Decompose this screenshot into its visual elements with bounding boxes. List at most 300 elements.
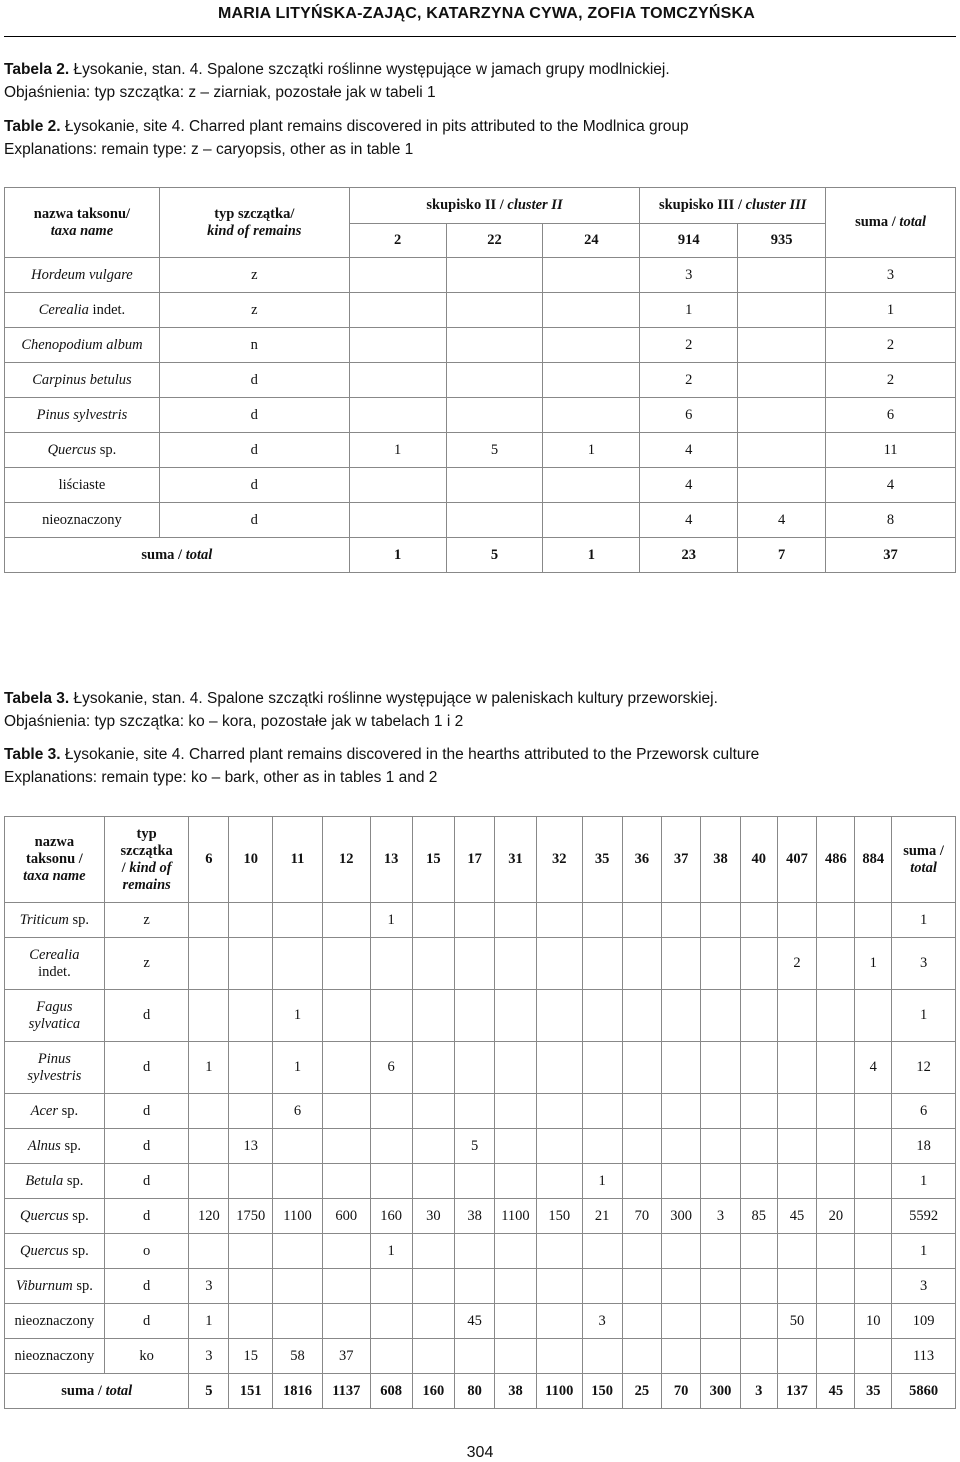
sum-cell: 38 bbox=[495, 1374, 537, 1409]
table-row bbox=[5, 1164, 956, 1199]
taxon-name-roman: sp. bbox=[72, 1277, 93, 1294]
count-cell bbox=[582, 990, 622, 1042]
count-cell bbox=[322, 1042, 370, 1094]
caption-label: Table 2. bbox=[4, 118, 61, 135]
count-cell bbox=[322, 1094, 370, 1129]
count-cell bbox=[349, 468, 446, 503]
table-row bbox=[5, 1304, 956, 1339]
type-header: typ szczątka / kind of remains bbox=[104, 817, 189, 903]
taxon-name-italic: Carpinus betulus bbox=[32, 371, 132, 388]
taxon-name-cell bbox=[5, 1269, 105, 1304]
total-cell: 12 bbox=[892, 1042, 956, 1094]
count-cell bbox=[273, 1234, 323, 1269]
count-cell bbox=[701, 1042, 741, 1094]
count-cell bbox=[446, 328, 543, 363]
count-cell bbox=[543, 503, 640, 538]
count-cell bbox=[455, 1042, 495, 1094]
count-cell: 1 bbox=[273, 1042, 323, 1094]
taxon-name-cell bbox=[5, 468, 160, 503]
count-cell: 1 bbox=[370, 1234, 412, 1269]
count-cell bbox=[412, 1042, 455, 1094]
count-cell bbox=[777, 1042, 817, 1094]
count-cell bbox=[455, 1164, 495, 1199]
count-cell bbox=[740, 1269, 777, 1304]
count-cell bbox=[740, 1304, 777, 1339]
count-cell bbox=[622, 1269, 662, 1304]
count-cell bbox=[229, 990, 273, 1042]
count-cell bbox=[189, 903, 229, 938]
table-2 bbox=[4, 187, 956, 573]
taxon-name-italic: Viburnum bbox=[15, 1277, 73, 1294]
feature-header: 6 bbox=[189, 817, 229, 903]
count-cell: 4 bbox=[640, 503, 738, 538]
taxon-name-roman: nieoznaczony bbox=[14, 1312, 95, 1329]
count-cell bbox=[412, 1094, 455, 1129]
table-row bbox=[5, 1094, 956, 1129]
count-cell bbox=[495, 1269, 537, 1304]
count-cell bbox=[322, 990, 370, 1042]
caption-line: Explanations: remain type: z – caryopsis, other as in table 1 bbox=[4, 141, 414, 158]
count-cell: 4 bbox=[738, 503, 826, 538]
caption-label: Tabela 3. bbox=[4, 690, 70, 707]
taxon-name-italic: Quercus bbox=[20, 1242, 69, 1259]
count-cell bbox=[817, 1269, 855, 1304]
count-cell bbox=[817, 1042, 855, 1094]
taxon-name-italic: Cerealia bbox=[29, 946, 80, 963]
count-cell: 4 bbox=[640, 468, 738, 503]
count-cell bbox=[582, 903, 622, 938]
feature-header: 11 bbox=[273, 817, 323, 903]
feature-header: 17 bbox=[455, 817, 495, 903]
taxon-name-cell bbox=[5, 293, 160, 328]
taxon-name-roman: liściaste bbox=[58, 476, 106, 493]
count-cell bbox=[495, 1164, 537, 1199]
count-cell: 3 bbox=[701, 1199, 741, 1234]
count-cell bbox=[536, 1269, 582, 1304]
table2-caption bbox=[4, 58, 670, 104]
count-cell: 4 bbox=[855, 1042, 892, 1094]
count-cell bbox=[536, 903, 582, 938]
count-cell: 2 bbox=[640, 363, 738, 398]
feature-header: 35 bbox=[582, 817, 622, 903]
count-cell bbox=[662, 1094, 701, 1129]
count-cell bbox=[817, 1094, 855, 1129]
total-cell: 1 bbox=[826, 293, 956, 328]
table2-caption-en bbox=[4, 115, 689, 161]
table-row bbox=[5, 1339, 956, 1374]
count-cell: 6 bbox=[640, 398, 738, 433]
count-cell bbox=[412, 1339, 455, 1374]
remain-type-cell: z bbox=[159, 293, 349, 328]
sum-row-label: suma / total bbox=[5, 538, 350, 573]
taxon-name-cell bbox=[5, 433, 160, 468]
count-cell bbox=[701, 1164, 741, 1199]
remain-type-cell: d bbox=[159, 398, 349, 433]
count-cell: 1100 bbox=[273, 1199, 323, 1234]
count-cell bbox=[370, 990, 412, 1042]
count-cell bbox=[229, 1094, 273, 1129]
count-cell bbox=[855, 990, 892, 1042]
count-cell bbox=[412, 1234, 455, 1269]
remain-type-cell: d bbox=[104, 1042, 189, 1094]
count-cell bbox=[273, 1164, 323, 1199]
taxon-name-roman: sp. bbox=[68, 911, 90, 928]
table-row bbox=[5, 468, 956, 503]
count-cell bbox=[622, 1304, 662, 1339]
count-cell bbox=[543, 363, 640, 398]
taxon-name-cell bbox=[5, 398, 160, 433]
remain-type-cell: z bbox=[159, 258, 349, 293]
taxon-name-italic: Betula bbox=[25, 1172, 64, 1189]
count-cell bbox=[536, 1339, 582, 1374]
count-cell bbox=[455, 990, 495, 1042]
count-cell bbox=[536, 1304, 582, 1339]
count-cell: 300 bbox=[662, 1199, 701, 1234]
remain-type-cell: d bbox=[159, 433, 349, 468]
count-cell bbox=[817, 990, 855, 1042]
count-cell bbox=[622, 1339, 662, 1374]
count-cell: 1 bbox=[189, 1042, 229, 1094]
count-cell bbox=[582, 1339, 622, 1374]
feature-header: 884 bbox=[855, 817, 892, 903]
count-cell bbox=[412, 1164, 455, 1199]
total-cell: 18 bbox=[892, 1129, 956, 1164]
count-cell bbox=[622, 1164, 662, 1199]
sum-header bbox=[892, 817, 956, 903]
count-cell bbox=[495, 1339, 537, 1374]
count-cell bbox=[817, 903, 855, 938]
count-cell bbox=[855, 1339, 892, 1374]
remain-type-cell: d bbox=[104, 1094, 189, 1129]
caption-text: Łysokanie, site 4. Charred plant remains discovered in the hearths attributed to the Przeworsk culture bbox=[60, 746, 760, 763]
taxon-name-cell bbox=[5, 990, 105, 1042]
count-cell bbox=[740, 1339, 777, 1374]
count-cell: 13 bbox=[229, 1129, 273, 1164]
remain-type-cell: d bbox=[104, 1304, 189, 1339]
count-cell bbox=[740, 1164, 777, 1199]
count-cell bbox=[370, 1269, 412, 1304]
total-cell: 3 bbox=[892, 1269, 956, 1304]
remain-type-cell: d bbox=[104, 1269, 189, 1304]
count-cell bbox=[817, 1304, 855, 1339]
sum-cell: 1137 bbox=[322, 1374, 370, 1409]
taxon-name-italic: sylvestris bbox=[27, 1067, 82, 1084]
count-cell bbox=[446, 503, 543, 538]
count-cell bbox=[273, 938, 323, 990]
count-cell: 30 bbox=[412, 1199, 455, 1234]
count-cell: 1100 bbox=[495, 1199, 537, 1234]
feature-header: 486 bbox=[817, 817, 855, 903]
total-cell: 8 bbox=[826, 503, 956, 538]
count-cell: 85 bbox=[740, 1199, 777, 1234]
feature-header: 22 bbox=[446, 224, 543, 258]
count-cell: 38 bbox=[455, 1199, 495, 1234]
total-cell: 1 bbox=[892, 1164, 956, 1199]
taxon-name-cell bbox=[5, 258, 160, 293]
count-cell bbox=[229, 1304, 273, 1339]
feature-header: 914 bbox=[640, 224, 738, 258]
count-cell bbox=[738, 293, 826, 328]
sum-cell: 70 bbox=[662, 1374, 701, 1409]
count-cell bbox=[536, 1129, 582, 1164]
count-cell: 21 bbox=[582, 1199, 622, 1234]
taxon-name-roman: sp. bbox=[63, 1172, 84, 1189]
sum-header-pl: suma / bbox=[903, 842, 944, 859]
count-cell bbox=[189, 938, 229, 990]
table-row bbox=[5, 293, 956, 328]
remain-type-cell: n bbox=[159, 328, 349, 363]
count-cell bbox=[229, 1042, 273, 1094]
count-cell bbox=[662, 1304, 701, 1339]
table-row bbox=[5, 1042, 956, 1094]
count-cell: 1 bbox=[855, 938, 892, 990]
total-cell: 5592 bbox=[892, 1199, 956, 1234]
count-cell bbox=[855, 1164, 892, 1199]
total-cell: 6 bbox=[892, 1094, 956, 1129]
feature-header: 407 bbox=[777, 817, 817, 903]
taxon-name-roman: indet. bbox=[88, 301, 126, 318]
count-cell bbox=[622, 1129, 662, 1164]
taxon-name-cell bbox=[5, 938, 105, 990]
count-cell bbox=[738, 328, 826, 363]
count-cell bbox=[370, 1339, 412, 1374]
total-cell: 113 bbox=[892, 1339, 956, 1374]
count-cell bbox=[662, 1042, 701, 1094]
count-cell bbox=[536, 1042, 582, 1094]
count-cell bbox=[412, 938, 455, 990]
count-cell bbox=[536, 1094, 582, 1129]
count-cell bbox=[738, 258, 826, 293]
count-cell bbox=[543, 293, 640, 328]
count-cell bbox=[370, 1129, 412, 1164]
cluster-3-header: skupisko III / cluster III bbox=[640, 188, 826, 224]
count-cell bbox=[738, 398, 826, 433]
count-cell bbox=[273, 1269, 323, 1304]
count-cell bbox=[229, 938, 273, 990]
total-cell: 11 bbox=[826, 433, 956, 468]
count-cell bbox=[701, 1304, 741, 1339]
feature-header: 37 bbox=[662, 817, 701, 903]
count-cell bbox=[701, 938, 741, 990]
count-cell bbox=[777, 1094, 817, 1129]
taxon-name-cell bbox=[5, 1339, 105, 1374]
count-cell bbox=[662, 1129, 701, 1164]
caption-line: Objaśnienia: typ szczątka: ko – kora, pozostałe jak w tabelach 1 i 2 bbox=[4, 713, 464, 730]
count-cell bbox=[701, 903, 741, 938]
count-cell bbox=[855, 1094, 892, 1129]
count-cell bbox=[817, 1234, 855, 1269]
taxon-name-cell bbox=[5, 503, 160, 538]
remain-type-cell: o bbox=[104, 1234, 189, 1269]
sum-cell: 45 bbox=[817, 1374, 855, 1409]
count-cell bbox=[446, 293, 543, 328]
caption-text: Łysokanie, site 4. Charred plant remains discovered in pits attributed to the Modlnica group bbox=[60, 118, 689, 135]
count-cell bbox=[273, 1129, 323, 1164]
count-cell bbox=[322, 1164, 370, 1199]
count-cell bbox=[622, 903, 662, 938]
count-cell bbox=[536, 938, 582, 990]
table-row bbox=[5, 1234, 956, 1269]
taxon-name-cell bbox=[5, 1164, 105, 1199]
taxon-name-roman: indet. bbox=[38, 963, 71, 980]
count-cell bbox=[189, 1234, 229, 1269]
count-cell bbox=[370, 1094, 412, 1129]
sum-header: suma / total bbox=[826, 188, 956, 258]
count-cell: 1750 bbox=[229, 1199, 273, 1234]
table3-caption bbox=[4, 687, 718, 733]
count-cell bbox=[455, 1094, 495, 1129]
count-cell bbox=[455, 903, 495, 938]
taxon-name-italic: Pinus sylvestris bbox=[36, 406, 128, 423]
sum-cell: 3 bbox=[740, 1374, 777, 1409]
feature-header: 13 bbox=[370, 817, 412, 903]
feature-header: 31 bbox=[495, 817, 537, 903]
table-row bbox=[5, 503, 956, 538]
count-cell bbox=[322, 903, 370, 938]
count-cell bbox=[582, 1234, 622, 1269]
count-cell bbox=[412, 903, 455, 938]
taxon-name-cell bbox=[5, 1094, 105, 1129]
count-cell bbox=[322, 1234, 370, 1269]
table-row bbox=[5, 1199, 956, 1234]
sum-cell: 23 bbox=[640, 538, 738, 573]
count-cell bbox=[701, 1129, 741, 1164]
count-cell bbox=[817, 938, 855, 990]
running-header: MARIA LITYŃSKA-ZAJĄC, KATARZYNA CYWA, ZOFIA TOMCZYŃSKA bbox=[218, 5, 755, 22]
taxon-name-italic: Acer bbox=[30, 1102, 58, 1119]
taxon-name-italic: Quercus bbox=[20, 1207, 69, 1224]
count-cell: 1 bbox=[543, 433, 640, 468]
sum-cell: 5 bbox=[189, 1374, 229, 1409]
caption-line: Objaśnienia: typ szczątka: z – ziarniak, pozostałe jak w tabeli 1 bbox=[4, 84, 436, 101]
count-cell: 70 bbox=[622, 1199, 662, 1234]
total-cell: 2 bbox=[826, 328, 956, 363]
count-cell bbox=[622, 938, 662, 990]
count-cell: 20 bbox=[817, 1199, 855, 1234]
sum-cell: 1816 bbox=[273, 1374, 323, 1409]
count-cell bbox=[740, 1094, 777, 1129]
sum-cell: 137 bbox=[777, 1374, 817, 1409]
count-cell bbox=[622, 1042, 662, 1094]
table-row bbox=[5, 363, 956, 398]
taxon-name-italic: Hordeum vulgare bbox=[31, 266, 133, 283]
count-cell bbox=[740, 938, 777, 990]
feature-header: 24 bbox=[543, 224, 640, 258]
count-cell: 600 bbox=[322, 1199, 370, 1234]
count-cell bbox=[662, 903, 701, 938]
taxon-name-italic: Cerealia bbox=[38, 301, 89, 318]
count-cell bbox=[446, 468, 543, 503]
remain-type-cell: ko bbox=[104, 1339, 189, 1374]
count-cell bbox=[582, 1042, 622, 1094]
count-cell bbox=[370, 938, 412, 990]
feature-header: 2 bbox=[349, 224, 446, 258]
count-cell: 50 bbox=[777, 1304, 817, 1339]
count-cell: 1 bbox=[273, 990, 323, 1042]
feature-header: 935 bbox=[738, 224, 826, 258]
taxon-name-italic: sylvatica bbox=[28, 1015, 81, 1032]
total-cell: 1 bbox=[892, 990, 956, 1042]
remain-type-cell: d bbox=[104, 1164, 189, 1199]
count-cell bbox=[322, 1269, 370, 1304]
count-cell bbox=[495, 938, 537, 990]
page-number: 304 bbox=[466, 1444, 494, 1461]
feature-header: 12 bbox=[322, 817, 370, 903]
count-cell bbox=[662, 990, 701, 1042]
count-cell bbox=[662, 938, 701, 990]
table-row bbox=[5, 1269, 956, 1304]
count-cell bbox=[855, 1269, 892, 1304]
remain-type-cell: d bbox=[104, 1199, 189, 1234]
taxon-name-roman: nieoznaczony bbox=[42, 511, 122, 528]
count-cell: 6 bbox=[273, 1094, 323, 1129]
table-3 bbox=[4, 816, 956, 1409]
taxon-name-italic: Quercus bbox=[47, 441, 97, 458]
count-cell bbox=[495, 1129, 537, 1164]
taxon-name-cell bbox=[5, 1199, 105, 1234]
taxon-name-italic: Chenopodium album bbox=[21, 336, 143, 353]
taxon-name-cell bbox=[5, 1234, 105, 1269]
taxon-name-cell bbox=[5, 1304, 105, 1339]
caption-line: Explanations: remain type: ko – bark, other as in tables 1 and 2 bbox=[4, 769, 438, 786]
count-cell bbox=[349, 328, 446, 363]
sum-cell: 1 bbox=[543, 538, 640, 573]
taxon-name-roman: sp. bbox=[58, 1102, 79, 1119]
count-cell bbox=[495, 1234, 537, 1269]
taxon-name-cell bbox=[5, 328, 160, 363]
sum-cell: 151 bbox=[229, 1374, 273, 1409]
count-cell: 45 bbox=[777, 1199, 817, 1234]
count-cell bbox=[817, 1129, 855, 1164]
count-cell bbox=[701, 1234, 741, 1269]
count-cell bbox=[543, 468, 640, 503]
sum-total-cell: 5860 bbox=[892, 1374, 956, 1409]
total-cell: 1 bbox=[892, 1234, 956, 1269]
taxon-name-cell bbox=[5, 1042, 105, 1094]
sum-cell: 608 bbox=[370, 1374, 412, 1409]
remain-type-cell: d bbox=[104, 990, 189, 1042]
taxon-header: nazwa taksonu/ taxa name bbox=[5, 188, 160, 258]
count-cell bbox=[662, 1269, 701, 1304]
count-cell: 3 bbox=[582, 1304, 622, 1339]
feature-header: 32 bbox=[536, 817, 582, 903]
taxon-name-italic: Triticum bbox=[19, 911, 69, 928]
total-cell: 1 bbox=[892, 903, 956, 938]
count-cell bbox=[349, 398, 446, 433]
count-cell: 1 bbox=[640, 293, 738, 328]
count-cell: 120 bbox=[189, 1199, 229, 1234]
sum-row-label: suma / total bbox=[5, 1374, 189, 1409]
remain-type-cell: z bbox=[104, 903, 189, 938]
count-cell: 160 bbox=[370, 1199, 412, 1234]
feature-header: 10 bbox=[229, 817, 273, 903]
sum-total-cell: 37 bbox=[826, 538, 956, 573]
table-row bbox=[5, 990, 956, 1042]
count-cell bbox=[322, 1304, 370, 1339]
table-row bbox=[5, 258, 956, 293]
count-cell bbox=[622, 1234, 662, 1269]
count-cell: 150 bbox=[536, 1199, 582, 1234]
count-cell bbox=[322, 1129, 370, 1164]
count-cell bbox=[455, 1269, 495, 1304]
remain-type-cell: d bbox=[159, 468, 349, 503]
sum-row bbox=[5, 1374, 956, 1409]
count-cell bbox=[701, 1339, 741, 1374]
count-cell bbox=[543, 328, 640, 363]
count-cell bbox=[701, 1269, 741, 1304]
count-cell bbox=[662, 1234, 701, 1269]
count-cell: 1 bbox=[349, 433, 446, 468]
